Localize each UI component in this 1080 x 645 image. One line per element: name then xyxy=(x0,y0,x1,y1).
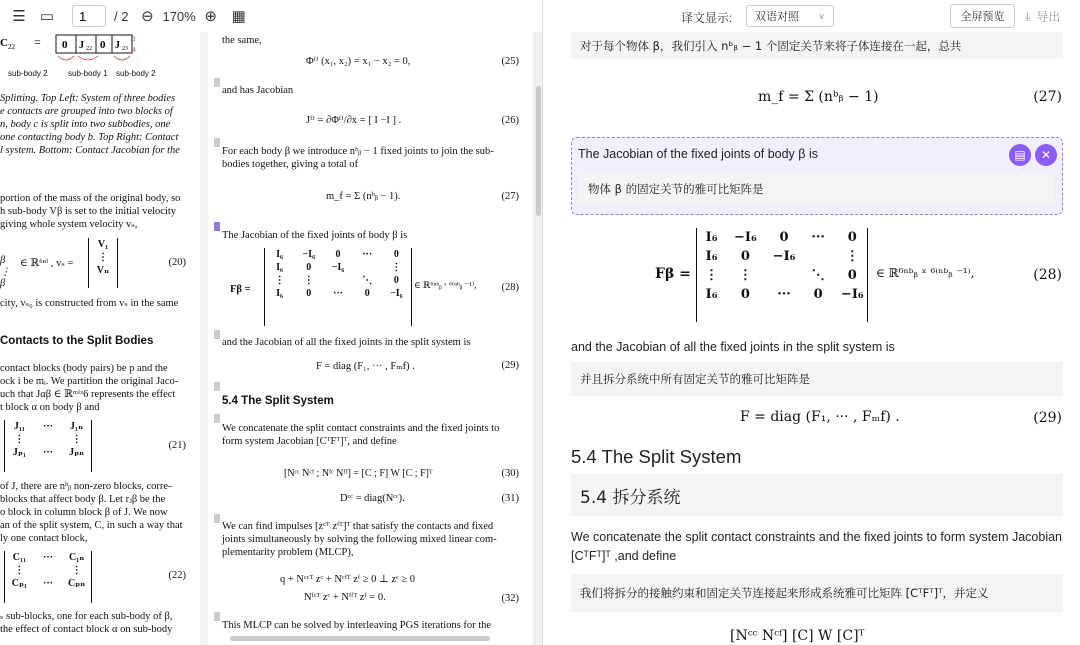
text-line: We can find impulses [zᶜᵀ zᶠᵀ]ᵀ that satisfy the contacts and fixed xyxy=(222,521,494,532)
copy-icon: ▤ xyxy=(1014,148,1026,162)
horizontal-scrollbar[interactable] xyxy=(230,636,490,641)
translation-heading-block xyxy=(571,474,1063,516)
paragraph-marker-active[interactable] xyxy=(214,222,220,231)
text-line: of J, there are nᵇᵦ non-zero blocks, corre- xyxy=(0,481,172,492)
close-icon: ✕ xyxy=(1040,148,1052,162)
export-button[interactable] xyxy=(1025,8,1060,25)
matrix-cell: 0 xyxy=(847,268,857,283)
equation-number: (28) xyxy=(501,282,519,293)
text-line: The Jacobian of the fixed joints of body β is xyxy=(222,230,408,241)
copy-button[interactable] xyxy=(1009,144,1031,166)
matrix-cell: −I₆ xyxy=(302,249,316,260)
matrix-cell: 0 xyxy=(813,287,823,302)
pdf-page-right-column xyxy=(208,32,533,645)
text-line: and the Jacobian of all the fixed joints in the split system is xyxy=(222,337,471,348)
matrix-cell: ··· xyxy=(332,288,343,299)
text-line: plementarity problem (MLCP), xyxy=(222,547,354,558)
matrix-cell: −I₆ xyxy=(390,288,403,299)
display-mode-value: 双语对照 xyxy=(755,11,799,23)
equation-29: F = diag (F₁, ··· , Fₘf) . xyxy=(740,409,900,425)
equation-number: (27) xyxy=(1033,89,1062,105)
matrix-cell: I₆ xyxy=(705,287,718,302)
matrix-f-beta xyxy=(264,248,412,326)
matrix-cell: ⋮ xyxy=(274,275,285,286)
matrix-cell xyxy=(323,274,352,287)
equation-number: (27) xyxy=(501,191,519,202)
text-line: portion of the mass of the original body, so xyxy=(0,193,181,204)
matrix-cell: ⋱ xyxy=(362,275,373,286)
vertical-scrollbar[interactable] xyxy=(536,86,541,216)
section-heading: Contacts to the Split Bodies xyxy=(0,335,154,347)
equation-28-rhs: ∈ ℝ⁶ⁿᵇᵦ ˣ ⁶⁽ⁿᵇᵦ ⁻¹⁾, xyxy=(414,280,477,290)
matrix-cell: ⋮ xyxy=(303,275,314,286)
translation-text: 我们将拆分的接触约束和固定关节连接起来形成系统雅可比矩阵 [CᵀFᵀ]ᵀ，并定义 xyxy=(580,586,989,600)
equation-number: (28) xyxy=(1033,267,1062,283)
matrix-cell: I₆ xyxy=(276,249,284,260)
svg-text:0: 0 xyxy=(100,39,106,51)
paragraph-marker[interactable] xyxy=(214,382,220,391)
equation-29: F = diag (F₁, ··· , Fₘf) . xyxy=(316,361,415,372)
equation-number: (26) xyxy=(501,115,519,126)
text-line: blocks that affect body β. Let rⱼβ be the xyxy=(0,494,166,505)
paragraph-marker[interactable] xyxy=(214,612,220,621)
matrix-cell: I₆ xyxy=(705,230,718,245)
text-line: ₛ sub-blocks, one for each sub-body of β, xyxy=(0,611,173,622)
text-line: the same, xyxy=(222,35,262,46)
text-line: joints simultaneously by solving the following mixed linear com- xyxy=(222,534,497,545)
chevron-down-icon: ∨ xyxy=(818,10,825,21)
matrix-cell xyxy=(765,266,804,285)
close-button[interactable] xyxy=(1035,144,1057,166)
text-line: form system Jacobian [CᵀFᵀ]ᵀ, and define xyxy=(222,436,397,447)
bookmark-icon[interactable]: ▭ xyxy=(39,8,55,25)
text-line: We concatenate the split contact constraints and the fixed joints to xyxy=(222,423,500,434)
matrix-cell: 0 xyxy=(779,230,789,245)
matrix-cell: ⋱ xyxy=(811,268,825,283)
page-number-input[interactable] xyxy=(72,5,106,27)
matrix-cell: 0 xyxy=(335,249,341,260)
pdf-page-left-column: C 22 = 0 J 22 0 J 23 3 4 sub-body 2 sub-body 1 sub-body 2 Splitting. Top Left: System of three bodies e contacts are grouped into two blocks of n, body c is split into two subbodies, one one contacting body b. Top Right: Contact l system. Bottom: Contact Jacobian for the portion of the mass of the original body, so h sub-body Vβ is set to the initial velocity giving whole system velocity vₛ, β ⋮ β ∈ ℝ⁶ⁿⁱ , vₛ = V₁ ⋮ Vₙ (20) city, vₛ₀ is constructed from vₛ in the same Contacts to the Split Bodies contact blocks (body pairs) be p and the ock i be mᵢ. We partition the original Jaco- uch that Jαβ ∈ ℝᵐⁱˣ6 represents the effect t block α on body β and J₁₁ ··· J₁ₙ ⋮ ⋮ Jₚ₁ ··· Jₚₙ (21) of J, there are nᵇᵦ non-zero blocks, corre- blocks that affect body β. Let rⱼβ be the o block in column block β of J. We now an of the split system, C, in such a way that ly one contact block, C₁₁ ··· C₁ₙ ⋮ ⋮ Cₚ₁ ··· Cₚₙ (22) ₛ sub-blocks, one for each sub-body of β, the effect of contact block α on sub-body xyxy=(0,32,200,645)
display-mode-label: 译文显示: xyxy=(681,11,733,25)
svg-text:4: 4 xyxy=(132,46,136,54)
svg-text:J: J xyxy=(79,40,84,51)
save-icon[interactable]: ▦ xyxy=(231,8,246,25)
matrix-cell: −I₆ xyxy=(734,230,757,245)
page-total: / 2 xyxy=(114,8,129,24)
paragraph-marker[interactable] xyxy=(214,330,220,339)
equation-31: Dᶜᶜ = diag(Nᶜᶜ). xyxy=(340,493,405,504)
text-line: t block α on body β and xyxy=(0,402,100,413)
matrix-cell xyxy=(353,261,382,274)
equation-20: β ⋮ β xyxy=(0,255,11,289)
selected-paragraph-highlight[interactable] xyxy=(571,137,1063,215)
svg-text:22: 22 xyxy=(86,46,92,52)
paragraph-marker[interactable] xyxy=(214,138,220,147)
translation-panel xyxy=(544,0,1080,645)
matrix-cell: −I₆ xyxy=(331,262,345,273)
equation-number: (32) xyxy=(501,593,519,604)
matrix-cell: ⋮ xyxy=(391,262,402,273)
pdf-toolbar xyxy=(0,0,543,32)
matrix-v: V₁ ⋮ Vₙ xyxy=(88,238,118,288)
equation-number: (22) xyxy=(168,570,186,581)
text-line: contact blocks (body pairs) be p and the xyxy=(0,363,168,374)
fig-label: sub-body 2 xyxy=(8,69,48,78)
text-line: the effect of contact block α on sub-body xyxy=(0,624,173,635)
fig-label: sub-body 2 xyxy=(116,69,156,78)
matrix-cell: 0 xyxy=(364,288,370,299)
translation-text: 物体 β 的固定关节的雅可比矩阵是 xyxy=(578,174,1054,204)
svg-text:23: 23 xyxy=(122,46,128,52)
matrix-cell: ··· xyxy=(777,287,791,302)
text-line: city, vₛ₀ is constructed from vₛ in the same xyxy=(0,298,179,309)
text-line: and has Jacobian xyxy=(222,85,294,96)
matrix-cell: −I₆ xyxy=(840,287,864,302)
zoom-in-icon[interactable]: ⊕ xyxy=(204,8,217,25)
source-text: The Jacobian of the fixed joints of body β is xyxy=(578,147,818,161)
display-mode-select[interactable] xyxy=(746,5,834,27)
matrix-cell: I₆ xyxy=(705,249,718,264)
matrix-c: C₁₁ ··· C₁ₙ ⋮ ⋮ Cₚ₁ ··· Cₚₙ xyxy=(4,551,92,603)
text-line: o block in column block β of J. We now xyxy=(0,507,168,518)
translation-block xyxy=(571,574,1063,612)
section-heading: 5.4 The Split System xyxy=(222,395,334,407)
translation-block xyxy=(571,32,1063,59)
equation-25: Φᶠᴶ (x₁, x₂) = x₁ − x₂ = 0, xyxy=(306,56,411,67)
svg-text:0: 0 xyxy=(62,39,68,51)
zoom-out-icon[interactable]: ⊖ xyxy=(141,8,154,25)
equation-30-partial: [Nᶜᶜ Nᶜᶠ] [C] W [C]ᵀ xyxy=(730,628,865,644)
equation-28-lhs: Fβ = xyxy=(230,284,251,295)
matrix-cell: ··· xyxy=(811,230,825,245)
equation-number: (20) xyxy=(168,257,186,268)
matrix-cell: −I₆ xyxy=(772,249,796,264)
text-line: an of the split system, C, in such a way that xyxy=(0,520,183,531)
translation-heading: 5.4 拆分系统 xyxy=(580,487,681,508)
fig-label: sub-body 1 xyxy=(68,69,108,78)
equation-32b: Nᶠᶜᵀ zᶜ + Nᶠᶠᵀ zᶠ = 0. xyxy=(304,592,386,603)
svg-text:C: C xyxy=(0,37,8,49)
svg-text:=: = xyxy=(34,35,41,49)
text-line: h sub-body Vβ is set to the initial velocity xyxy=(0,206,177,217)
translation-text: 并且拆分系统中所有固定关节的雅可比矩阵是 xyxy=(580,372,810,386)
equation-27: m_f = Σ (nᵇᵦ − 1). xyxy=(326,191,401,202)
equation-number: (25) xyxy=(501,56,519,67)
svg-text:J: J xyxy=(115,40,120,51)
text-line: bodies together, giving a total of xyxy=(222,159,359,170)
equation-number: (31) xyxy=(501,493,519,504)
matrix-cell: ⋮ xyxy=(705,268,718,283)
matrix-cell: I₆ xyxy=(276,288,284,299)
menu-icon[interactable]: ☰ xyxy=(12,8,26,25)
matrix-cell: 0 xyxy=(306,288,312,299)
section-heading: 5.4 The Split System xyxy=(571,446,742,467)
text-line: ock i be mᵢ. We partition the original Jaco- xyxy=(0,376,179,387)
text-line: For each body β we introduce nᵇᵦ − 1 fixed joints to join the sub- xyxy=(222,146,494,157)
translation-block xyxy=(571,362,1063,396)
matrix-cell xyxy=(803,247,833,266)
equation-number: (29) xyxy=(1033,410,1062,426)
matrix-cell: 0 xyxy=(393,275,399,286)
matrix-cell: 0 xyxy=(847,230,857,245)
matrix-f-beta xyxy=(696,228,868,322)
equation-20-rhs: ∈ ℝ⁶ⁿⁱ , vₛ = xyxy=(20,258,74,269)
equation-number: (30) xyxy=(501,468,519,479)
text-line: This MLCP can be solved by interleaving PGS iterations for the xyxy=(222,620,492,631)
translation-text: 对于每个物体 β，我们引入 nᵇᵦ − 1 个固定关节来将子体连接在一起，总共 xyxy=(580,38,962,53)
matrix-cell: I₆ xyxy=(276,262,284,273)
svg-text:22: 22 xyxy=(8,43,15,51)
paragraph-marker[interactable] xyxy=(214,78,220,87)
equation-26: Jᶠᴶ = ∂Φᶠᴶ/∂x = [ I −I ] . xyxy=(306,115,402,126)
source-text: and the Jacobian of all the fixed joints in the split system is xyxy=(571,340,895,354)
equation-28-rhs: ∈ ℝ⁶ⁿᵇᵦ ˣ ⁶⁽ⁿᵇᵦ ⁻¹⁾, xyxy=(876,266,975,280)
source-text: We concatenate the split contact constraints and the fixed joints to form system Jacobian xyxy=(571,530,1062,544)
matrix-cell: 0 xyxy=(306,262,312,273)
svg-text:3: 3 xyxy=(132,35,136,43)
source-text: [CᵀFᵀ]ᵀ ,and define xyxy=(571,549,677,563)
matrix-cell: ⋮ xyxy=(845,249,859,264)
zoom-level: 170% xyxy=(162,8,196,24)
download-icon: ⤓ xyxy=(1025,9,1031,23)
equation-number: (29) xyxy=(501,360,519,371)
matrix-cell: ··· xyxy=(362,249,373,260)
text-line: giving whole system velocity vₛ, xyxy=(0,219,138,230)
equation-28-lhs: Fβ = xyxy=(655,266,691,282)
matrix-cell: 0 xyxy=(740,287,750,302)
paragraph-marker[interactable] xyxy=(214,414,220,423)
equation-27: m_f = Σ (nᵇᵦ − 1) xyxy=(758,89,879,105)
fullscreen-preview-button[interactable]: 全屏预览 xyxy=(950,4,1015,28)
matrix-cell: 0 xyxy=(740,249,750,264)
matrix-cell: 0 xyxy=(393,249,399,260)
text-line: ly one contact block, xyxy=(0,533,88,544)
equation-number: (21) xyxy=(168,440,186,451)
equation-32a: q + Nᶜᶜᵀ zᶜ + Nᶜᶠᵀ zᶠ ≥ 0 ⊥ zᶜ ≥ 0 xyxy=(280,574,416,585)
text-line: uch that Jαβ ∈ ℝᵐⁱˣ6 represents the effect xyxy=(0,389,176,400)
translation-toolbar xyxy=(544,0,1080,32)
paragraph-marker[interactable] xyxy=(214,514,220,523)
export-label: 导出 xyxy=(1036,10,1061,24)
matrix-j: J₁₁ ··· J₁ₙ ⋮ ⋮ Jₚ₁ ··· Jₚₙ xyxy=(4,420,92,472)
matrix-cell: ⋮ xyxy=(738,268,752,283)
equation-30: [Nᶜᶜ Nᶜᶠ ; Nᶠᶜ Nᶠᶠ] = [C ; F] W [C ; F]ᵀ xyxy=(284,468,433,479)
